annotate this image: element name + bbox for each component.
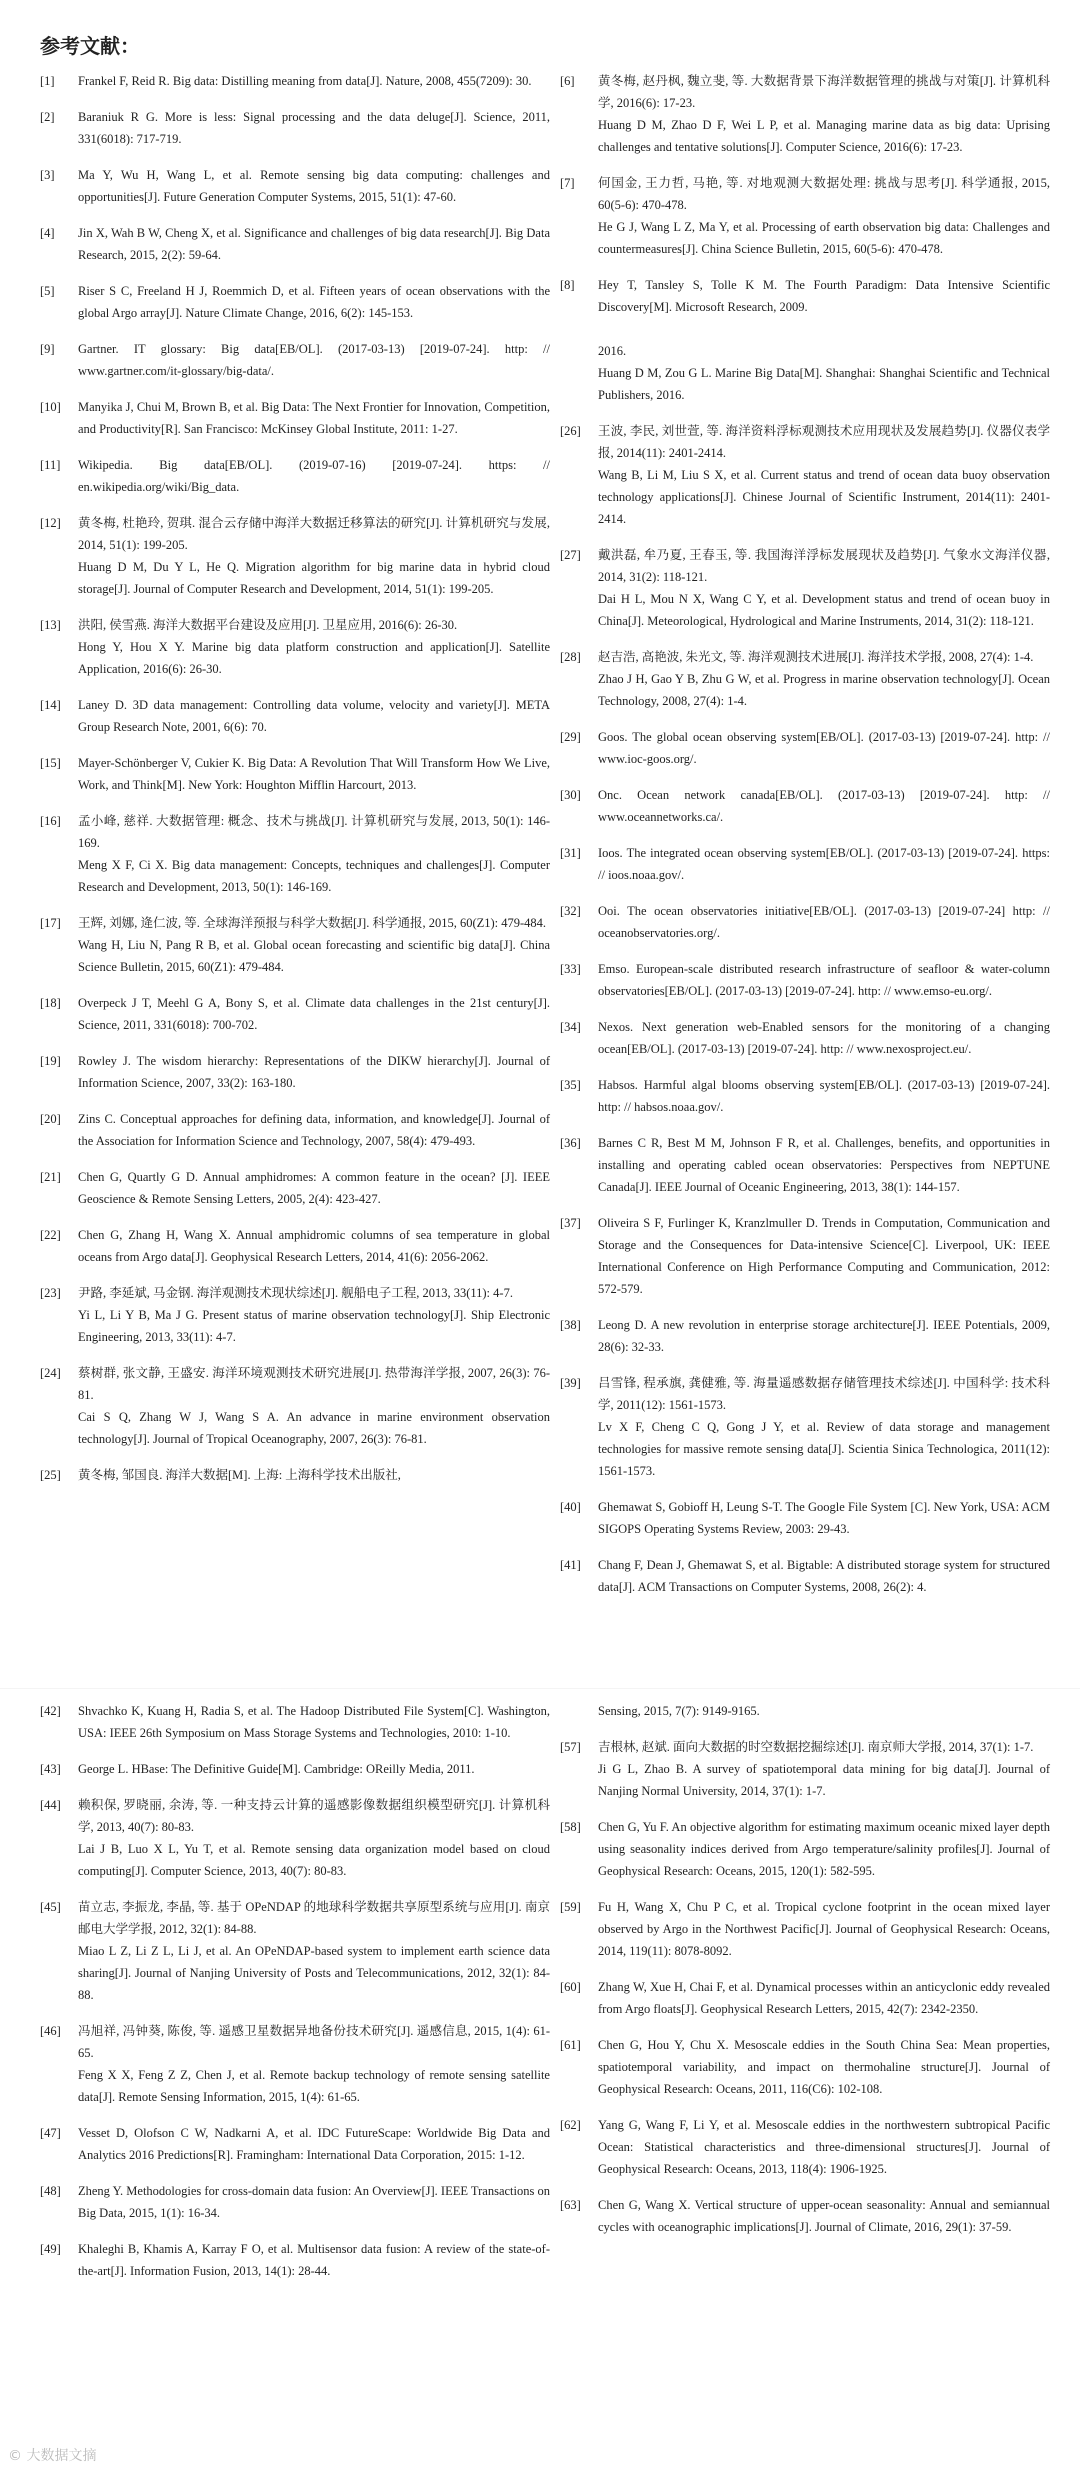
reference-text: Hey T, Tansley S, Tolle K M. The Fourth Paradigm: Data Intensive Scientific Discovery[M]. Microsoft Research, 2009. 2016. Huang D M, Zou G L. Marine Big Data[M]. Shanghai: Shanghai Scientific and Technical Publishers, 2016. <box>598 278 1050 402</box>
reference-entry <box>40 1464 550 1486</box>
reference-text: 黄冬梅, 赵丹枫, 魏立斐, 等. 大数据背景下海洋数据管理的挑战与对策[J]. 计算机科学, 2016(6): 17-23. Huang D M, Zhao D F, Wei L P, et al. Managing marine data as big data: Uprising challenges and tentative solutions[J]. Computer Science, 2016(6): 17-23. <box>598 74 1050 154</box>
reference-number: [9] <box>40 342 55 356</box>
reference-entry <box>560 70 1050 158</box>
reference-number: [27] <box>560 548 581 562</box>
reference-entry <box>40 396 550 440</box>
reference-text: Habsos. Harmful algal blooms observing system[EB/OL]. (2017-03-13) [2019-07-24]. http: // habsos.noaa.gov/. <box>598 1078 1050 1114</box>
reference-text: 何国金, 王力哲, 马艳, 等. 对地观测大数据处理: 挑战与思考[J]. 科学通报, 2015, 60(5-6): 470-478. He G J, Wang L Z, Ma Y, et al. Processing of earth observation big data: Challenges and countermeasures[J]. China Science Bulletin, 2015, 60(5-6): 470-478. <box>598 176 1050 256</box>
reference-entry <box>560 1496 1050 1540</box>
reference-entry <box>560 172 1050 260</box>
reference-text: 孟小峰, 慈祥. 大数据管理: 概念、技术与挑战[J]. 计算机研究与发展, 2013, 50(1): 146-169. Meng X F, Ci X. Big data management: Concepts, techniques and challenges[J]. Computer Research and Development, 2013, 50(1): 146-169. <box>78 814 550 894</box>
reference-entry <box>560 1736 1050 1802</box>
reference-text: Gartner. IT glossary: Big data[EB/OL]. (2017-03-13) [2019-07-24]. http: // www.gartner.com/it-glossary/big-data/. <box>78 342 550 378</box>
watermark-logo: © 大数据文摘 <box>8 2448 97 2464</box>
reference-text: 黄冬梅, 邹国良. 海洋大数据[M]. 上海: 上海科学技术出版社, <box>78 1468 401 1482</box>
reference-number: [42] <box>40 1704 61 1718</box>
reference-number: [44] <box>40 1798 61 1812</box>
reference-number: [26] <box>560 424 581 438</box>
reference-text: Chang F, Dean J, Ghemawat S, et al. Bigtable: A distributed storage system for structured data[J]. ACM Transactions on Computer Systems, 2008, 26(2): 4. <box>598 1558 1050 1594</box>
reference-entry <box>560 726 1050 770</box>
reference-text: Yang G, Wang F, Li Y, et al. Mesoscale eddies in the northwestern subtropical Pacific Ocean: Statistical characteristics and three-dimensional structures[J]. Journal of Geophysical Research: Oceans, 2013, 118(4): 1906-1925. <box>598 2118 1050 2176</box>
reference-text: Chen G, Wang X. Vertical structure of upper-ocean seasonality: Annual and semiannual cycles with oceanographic implications[J]. Journal of Climate, 2016, 29(1): 37-59. <box>598 2198 1050 2234</box>
reference-text: Ioos. The integrated ocean observing system[EB/OL]. (2017-03-13) [2019-07-24]. https: // ioos.noaa.gov/. <box>598 846 1050 882</box>
reference-entry <box>560 420 1050 530</box>
reference-entry <box>40 2020 550 2108</box>
reference-number: [33] <box>560 962 581 976</box>
reference-text: Khaleghi B, Khamis A, Karray F O, et al. Multisensor data fusion: A review of the state-of-the-art[J]. Information Fusion, 2013, 14(1): 28-44. <box>78 2242 550 2278</box>
reference-entry <box>40 1108 550 1152</box>
reference-number: [45] <box>40 1900 61 1914</box>
reference-text: Jin X, Wah B W, Cheng X, et al. Significance and challenges of big data research[J]. Big Data Research, 2015, 2(2): 59-64. <box>78 226 550 262</box>
reference-text: Wikipedia. Big data[EB/OL]. (2019-07-16) [2019-07-24]. https: // en.wikipedia.org/wiki/Big_data. <box>78 458 550 494</box>
reference-number: [37] <box>560 1216 581 1230</box>
reference-text: 王辉, 刘娜, 逄仁波, 等. 全球海洋预报与科学大数据[J]. 科学通报, 2015, 60(Z1): 479-484. Wang H, Liu N, Pang R B, et al. Global ocean forecasting and scientific big data[J]. China Science Bulletin, 2015, 60(Z1): 479-484. <box>78 916 550 974</box>
reference-entry <box>560 544 1050 632</box>
reference-text: Shvachko K, Kuang H, Radia S, et al. The Hadoop Distributed File System[C]. Washington, USA: IEEE 26th Symposium on Mass Storage Systems and Technologies, 2010: 1-10. <box>78 1704 550 1740</box>
reference-number: [38] <box>560 1318 581 1332</box>
reference-number: [16] <box>40 814 61 828</box>
reference-number: [30] <box>560 788 581 802</box>
reference-entry <box>40 1896 550 2006</box>
reference-text: Vesset D, Olofson C W, Nadkarni A, et al. IDC FutureScape: Worldwide Big Data and Analytics 2016 Predictions[R]. Framingham: International Data Corporation, 2015: 1-12. <box>78 2126 550 2162</box>
reference-number: [28] <box>560 650 581 664</box>
reference-text: Barnes C R, Best M M, Johnson F R, et al. Challenges, benefits, and opportunities in installing and operating cabled ocean observatories: Perspectives from NEPTUNE Canada[J]. IEEE Journal of Oceanic Engineering, 2013, 38(1): 144-157. <box>598 1136 1050 1194</box>
reference-entry <box>40 992 550 1036</box>
reference-entry <box>40 2180 550 2224</box>
reference-entry <box>40 614 550 680</box>
reference-number: [47] <box>40 2126 61 2140</box>
reference-entry <box>560 1372 1050 1482</box>
reference-number: [40] <box>560 1500 581 1514</box>
reference-entry <box>560 1976 1050 2020</box>
reference-number: [11] <box>40 458 61 472</box>
reference-number: [6] <box>560 74 575 88</box>
reference-text: Fu H, Wang X, Chu P C, et al. Tropical cyclone footprint in the ocean mixed layer observed by Argo in the Northwest Pacific[J]. Journal of Geophysical Research: Oceans, 2014, 119(11): 8078-8092. <box>598 1900 1050 1958</box>
reference-entry <box>560 1314 1050 1358</box>
reference-entry <box>560 1016 1050 1060</box>
reference-entry <box>560 1212 1050 1300</box>
reference-entry <box>560 842 1050 886</box>
reference-number: [25] <box>40 1468 61 1482</box>
reference-number: [36] <box>560 1136 581 1150</box>
reference-number: [58] <box>560 1820 581 1834</box>
reference-number: [20] <box>40 1112 61 1126</box>
reference-text: 戴洪磊, 牟乃夏, 王春玉, 等. 我国海洋浮标发展现状及趋势[J]. 气象水文海洋仪器, 2014, 31(2): 118-121. Dai H L, Mou N X, Wang C Y, et al. Development status and trend of ocean buoy in China[J]. Meteorological, Hydrological and Marine Instruments, 2014, 31(2): 118-121. <box>598 548 1050 628</box>
reference-entry <box>40 1794 550 1882</box>
reference-number: [17] <box>40 916 61 930</box>
reference-text: Chen G, Zhang H, Wang X. Annual amphidromic columns of sea temperature in global oceans from Argo data[J]. Geophysical Research Letters, 2014, 41(6): 2056-2062. <box>78 1228 550 1264</box>
reference-column-right-top <box>560 70 1050 1612</box>
reference-column-right-bottom <box>560 1700 1050 2252</box>
reference-entry <box>40 70 550 92</box>
reference-number: [14] <box>40 698 61 712</box>
reference-number: [2] <box>40 110 55 124</box>
reference-text: Manyika J, Chui M, Brown B, et al. Big Data: The Next Frontier for Innovation, Competition, and Productivity[R]. San Francisco: McKinsey Global Institute, 2011: 1-27. <box>78 400 550 436</box>
reference-text: Nexos. Next generation web-Enabled sensors for the monitoring of a changing ocean[EB/OL]. (2017-03-13) [2019-07-24]. http: // www.nexosproject.eu/. <box>598 1020 1050 1056</box>
reference-text: Chen G, Hou Y, Chu X. Mesoscale eddies in the South China Sea: Mean properties, spatiotemporal variability, and impact on thermohaline structure[J]. Journal of Geophysical Research: Oceans, 2011, 116(C6): 102-108. <box>598 2038 1050 2096</box>
reference-number: [39] <box>560 1376 581 1390</box>
reference-entry <box>40 512 550 600</box>
reference-text: Chen G, Yu F. An objective algorithm for estimating maximum oceanic mixed layer depth using seasonality indices derived from Argo temperature/salinity profiles[J]. Journal of Geophysical Research: Oceans, 2015, 120(1): 582-595. <box>598 1820 1050 1878</box>
reference-text: Leong D. A new revolution in enterprise storage architecture[J]. IEEE Potentials, 2009, 28(6): 32-33. <box>598 1318 1050 1354</box>
reference-text: 黄冬梅, 杜艳玲, 贺琪. 混合云存储中海洋大数据迁移算法的研究[J]. 计算机研究与发展, 2014, 51(1): 199-205. Huang D M, Du Y L, He Q. Migration algorithm for big marine data in hybrid cloud storage[J]. Journal of Computer Research and Development, 2014, 51(1): 199-205. <box>78 516 550 596</box>
reference-text: 吉根林, 赵斌. 面向大数据的时空数据挖掘综述[J]. 南京师大学报, 2014, 37(1): 1-7. Ji G L, Zhao B. A survey of spatiotemporal data mining for big data[J]. Journal of Nanjing Normal University, 2014, 37(1): 1-7. <box>598 1740 1050 1798</box>
reference-number: [4] <box>40 226 55 240</box>
reference-number: [61] <box>560 2038 581 2052</box>
reference-entry <box>560 900 1050 944</box>
reference-number: [34] <box>560 1020 581 1034</box>
reference-entry <box>560 958 1050 1002</box>
reference-text: Laney D. 3D data management: Controlling data volume, velocity and variety[J]. META Group Research Note, 2001, 6(6): 70. <box>78 698 550 734</box>
reference-entry <box>560 2114 1050 2180</box>
reference-text: Zheng Y. Methodologies for cross-domain data fusion: An Overview[J]. IEEE Transactions on Big Data, 2015, 1(1): 16-34. <box>78 2184 550 2220</box>
reference-number: [43] <box>40 1762 61 1776</box>
section-divider <box>0 1688 1080 1689</box>
reference-entry <box>40 338 550 382</box>
reference-entry <box>560 1554 1050 1598</box>
reference-number: [41] <box>560 1558 581 1572</box>
reference-entry <box>40 2122 550 2166</box>
reference-text: Overpeck J T, Meehl G A, Bony S, et al. Climate data challenges in the 21st century[J]. Science, 2011, 331(6018): 700-702. <box>78 996 550 1032</box>
reference-column-left-bottom <box>40 1700 550 2296</box>
reference-entry <box>560 274 1050 406</box>
reference-number: [48] <box>40 2184 61 2198</box>
reference-entry <box>40 280 550 324</box>
reference-number: [15] <box>40 756 61 770</box>
reference-number: [21] <box>40 1170 61 1184</box>
reference-number: [31] <box>560 846 581 860</box>
reference-number: [10] <box>40 400 61 414</box>
reference-entry <box>40 1282 550 1348</box>
reference-text: Frankel F, Reid R. Big data: Distilling meaning from data[J]. Nature, 2008, 455(7209): 30. <box>78 74 532 88</box>
reference-number: [18] <box>40 996 61 1010</box>
reference-number: [29] <box>560 730 581 744</box>
reference-entry <box>560 1074 1050 1118</box>
reference-number: [60] <box>560 1980 581 1994</box>
reference-number: [24] <box>40 1366 61 1380</box>
reference-text: Zhang W, Xue H, Chai F, et al. Dynamical processes within an anticyclonic eddy revealed from Argo floats[J]. Geophysical Research Letters, 2015, 42(7): 2342-2350. <box>598 1980 1050 2016</box>
reference-number: [5] <box>40 284 55 298</box>
reference-text: 赵吉浩, 高艳波, 朱光文, 等. 海洋观测技术进展[J]. 海洋技术学报, 2008, 27(4): 1-4. Zhao J H, Gao Y B, Zhu G W, et al. Progress in marine observation technology[J]. Ocean Technology, 2008, 27(4): 1-4. <box>598 650 1050 708</box>
reference-text: Ooi. The ocean observatories initiative[EB/OL]. (2017-03-13) [2019-07-24] http: // oceanobservatories.org/. <box>598 904 1050 940</box>
reference-text: George L. HBase: The Definitive Guide[M]. Cambridge: OReilly Media, 2011. <box>78 1762 475 1776</box>
reference-number: [7] <box>560 176 575 190</box>
reference-number: [63] <box>560 2198 581 2212</box>
reference-text: 苗立志, 李振龙, 李晶, 等. 基于 OPeNDAP 的地球科学数据共享原型系统与应用[J]. 南京邮电大学学报, 2012, 32(1): 84-88. Miao L Z, Li Z L, Li J, et al. An OPeNDAP-based system to implement earth science data sharing[J]. Journal of Nanjing University of Posts and Telecommunications, 2012, 32(1): 84-88. <box>78 1900 550 2002</box>
reference-entry <box>560 1132 1050 1198</box>
reference-text: 冯旭祥, 冯钟葵, 陈俊, 等. 遥感卫星数据异地备份技术研究[J]. 遥感信息, 2015, 1(4): 61-65. Feng X X, Feng Z Z, Chen J, et al. Remote backup technology of remote sensing satellite data[J]. Remote Sensing Information, 2015, 1(4): 61-65. <box>78 2024 550 2104</box>
reference-text: 王波, 李民, 刘世萱, 等. 海洋资料浮标观测技术应用现状及发展趋势[J]. 仪器仪表学报, 2014(11): 2401-2414. Wang B, Li M, Liu S X, et al. Current status and trend of ocean data buoy observation technology applications[J]. Chinese Journal of Scientific Instrument, 2014(11): 2401-2414. <box>598 424 1050 526</box>
reference-number: [22] <box>40 1228 61 1242</box>
reference-number: [46] <box>40 2024 61 2038</box>
reference-text: 蔡树群, 张文静, 王盛安. 海洋环境观测技术研究进展[J]. 热带海洋学报, 2007, 26(3): 76-81. Cai S Q, Zhang W J, Wang S A. An advance in marine environment observation technology[J]. Journal of Tropical Oceanography, 2007, 26(3): 76-81. <box>78 1366 550 1446</box>
reference-text: Chen G, Quartly G D. Annual amphidromes: A common feature in the ocean? [J]. IEEE Geoscience & Remote Sensing Letters, 2005, 2(4): 423-427. <box>78 1170 550 1206</box>
reference-text: Goos. The global ocean observing system[EB/OL]. (2017-03-13) [2019-07-24]. http: // www.ioc-goos.org/. <box>598 730 1050 766</box>
reference-entry <box>560 646 1050 712</box>
reference-entry <box>40 1700 550 1744</box>
reference-text: Ghemawat S, Gobioff H, Leung S-T. The Google File System [C]. New York, USA: ACM SIGOPS Operating Systems Review, 2003: 29-43. <box>598 1500 1050 1536</box>
references-heading: 参考文献： <box>40 34 140 58</box>
reference-entry <box>40 912 550 978</box>
reference-entry <box>40 810 550 898</box>
reference-text: Oliveira S F, Furlinger K, Kranzlmuller D. Trends in Computation, Communication and Storage and the Consequences for Data-intensive Science[C]. Liverpool, UK: IEEE International Conference on High Performance Computing and Communication, 2012: 572-579. <box>598 1216 1050 1296</box>
reference-text: Mayer-Schönberger V, Cukier K. Big Data: A Revolution That Will Transform How We Live, Work, and Think[M]. New York: Houghton Mifflin Harcourt, 2013. <box>78 756 550 792</box>
reference-text: Ma Y, Wu H, Wang L, et al. Remote sensing big data computing: challenges and opportunities[J]. Future Generation Computer Systems, 2015, 51(1): 47-60. <box>78 168 550 204</box>
reference-text: Onc. Ocean network canada[EB/OL]. (2017-03-13) [2019-07-24]. http: // www.oceannetworks.ca/. <box>598 788 1050 824</box>
reference-text: Riser S C, Freeland H J, Roemmich D, et al. Fifteen years of ocean observations with the global Argo array[J]. Nature Climate Change, 2016, 6(2): 145-153. <box>78 284 550 320</box>
reference-number: [59] <box>560 1900 581 1914</box>
reference-entry <box>40 1166 550 1210</box>
reference-text: Zins C. Conceptual approaches for defining data, information, and knowledge[J]. Journal of the Association for Information Science and Technology, 2007, 58(4): 479-493. <box>78 1112 550 1148</box>
reference-entry <box>40 2238 550 2282</box>
reference-entry <box>560 2034 1050 2100</box>
reference-text: Baraniuk R G. More is less: Signal processing and the data deluge[J]. Science, 2011, 331(6018): 717-719. <box>78 110 550 146</box>
reference-text: Rowley J. The wisdom hierarchy: Representations of the DIKW hierarchy[J]. Journal of Information Science, 2007, 33(2): 163-180. <box>78 1054 550 1090</box>
reference-number: [32] <box>560 904 581 918</box>
reference-number: [35] <box>560 1078 581 1092</box>
reference-number: [23] <box>40 1286 61 1300</box>
reference-number: [19] <box>40 1054 61 1068</box>
reference-number: [57] <box>560 1740 581 1754</box>
reference-number: [1] <box>40 74 55 88</box>
reference-entry <box>40 1050 550 1094</box>
reference-entry <box>40 1362 550 1450</box>
reference-entry <box>560 1816 1050 1882</box>
reference-entry <box>40 1758 550 1780</box>
reference-number: [13] <box>40 618 61 632</box>
reference-number: [8] <box>560 278 575 292</box>
reference-entry <box>40 454 550 498</box>
reference-text: 尹路, 李延斌, 马金钢. 海洋观测技术现状综述[J]. 舰船电子工程, 2013, 33(11): 4-7. Yi L, Li Y B, Ma J G. Present status of marine observation technology[J]. Ship Electronic Engineering, 2013, 33(11): 4-7. <box>78 1286 550 1344</box>
reference-number: [62] <box>560 2118 581 2132</box>
reference-column-left-top <box>40 70 550 1500</box>
reference-entry <box>40 694 550 738</box>
reference-number: [49] <box>40 2242 61 2256</box>
reference-text: 赖积保, 罗晓丽, 余涛, 等. 一种支持云计算的遥感影像数据组织模型研究[J]. 计算机科学, 2013, 40(7): 80-83. Lai J B, Luo X L, Yu T, et al. Remote sensing data organization model based on cloud computing[J]. Computer Science, 2013, 40(7): 80-83. <box>78 1798 550 1878</box>
reference-text: Sensing, 2015, 7(7): 9149-9165. <box>598 1704 760 1718</box>
reference-text: Emso. European-scale distributed research infrastructure of seafloor & water-column observatories[EB/OL]. (2017-03-13) [2019-07-24]. http: // www.emso-eu.org/. <box>598 962 1050 998</box>
reference-entry <box>40 1224 550 1268</box>
reference-entry <box>560 2194 1050 2238</box>
reference-entry <box>40 752 550 796</box>
reference-number: [3] <box>40 168 55 182</box>
reference-entry <box>560 784 1050 828</box>
reference-number: [12] <box>40 516 61 530</box>
reference-number <box>560 1700 598 1722</box>
reference-entry <box>40 106 550 150</box>
reference-entry <box>560 1700 1050 1722</box>
reference-entry <box>40 222 550 266</box>
reference-text: 吕雪锋, 程承旗, 龚健雅, 等. 海量遥感数据存储管理技术综述[J]. 中国科学: 技术科学, 2011(12): 1561-1573. Lv X F, Cheng C Q, Gong J Y, et al. Review of data storage and management technologies for massive remote sensing data[J]. Scientia Sinica Technologica, 2011(12): 1561-1573. <box>598 1376 1050 1478</box>
reference-entry <box>40 164 550 208</box>
reference-entry <box>560 1896 1050 1962</box>
reference-text: 洪阳, 侯雪燕. 海洋大数据平台建设及应用[J]. 卫星应用, 2016(6): 26-30. Hong Y, Hou X Y. Marine big data platform construction and application[J]. Satellite Application, 2016(6): 26-30. <box>78 618 550 676</box>
